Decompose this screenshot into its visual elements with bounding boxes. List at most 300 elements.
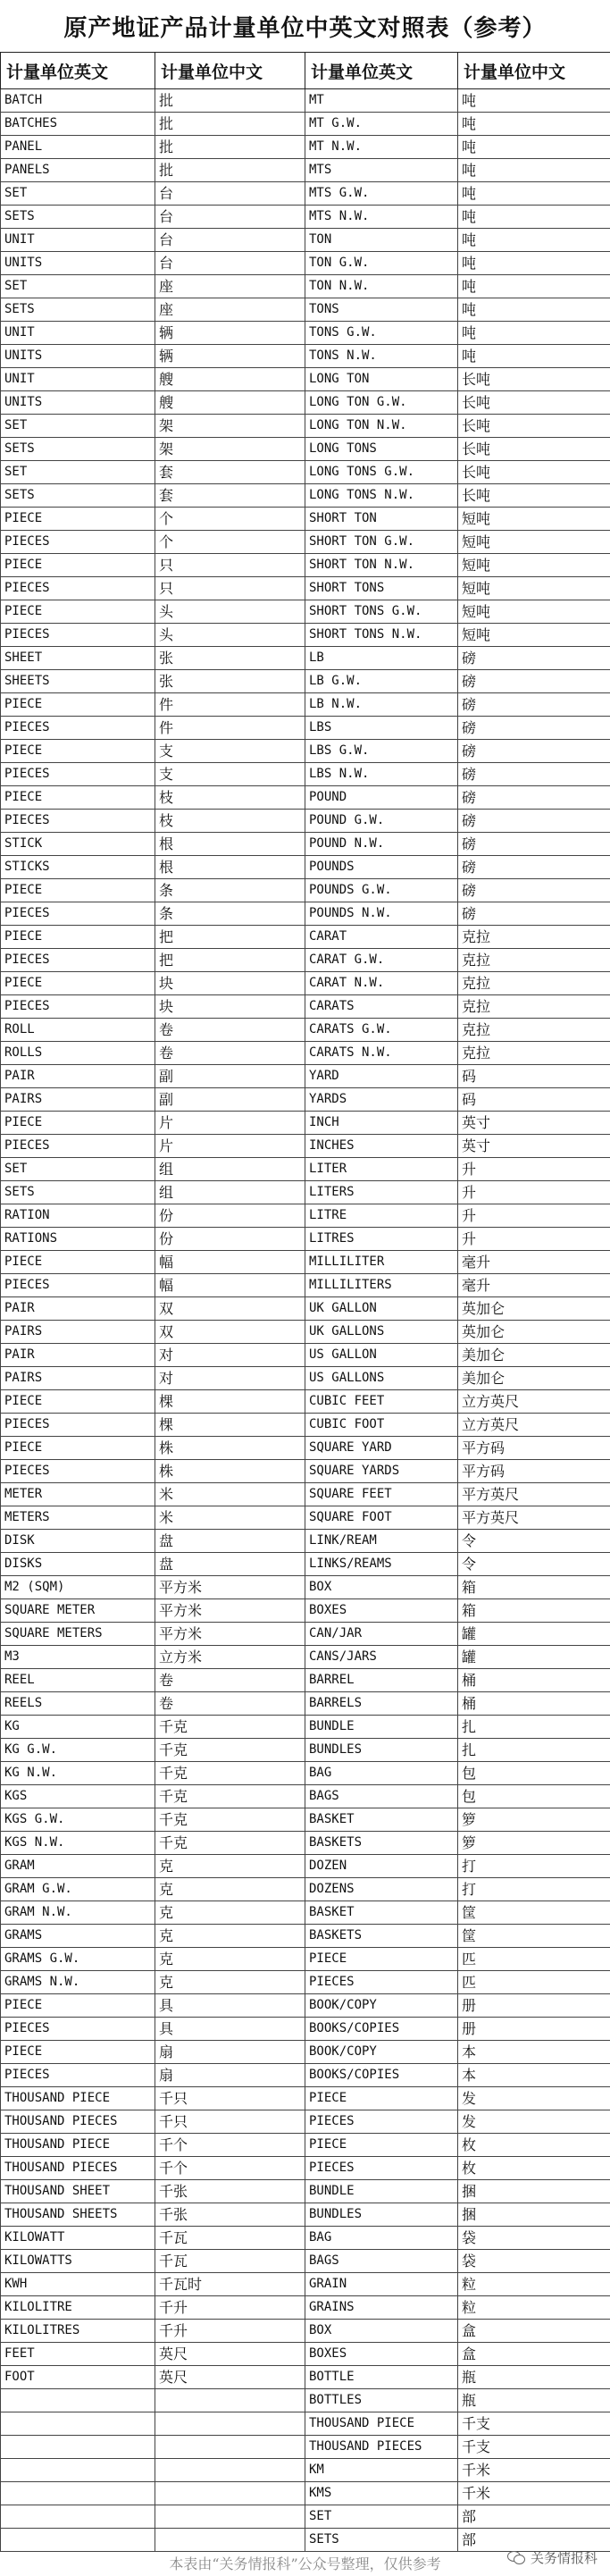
unit-en-left: SQUARE METERS <box>1 1623 155 1646</box>
unit-zh-left: 千克 <box>155 1716 305 1739</box>
table-row <box>1 1901 610 1925</box>
unit-zh-left: 卷 <box>155 1042 305 1065</box>
unit-en-right: CAN/JAR <box>305 1623 458 1646</box>
unit-zh-right: 平方英尺 <box>458 1506 610 1530</box>
unit-zh-right: 打 <box>458 1855 610 1878</box>
unit-en-left: PIECES <box>1 1460 155 1483</box>
unit-en-right: TONS N.W. <box>305 345 458 368</box>
unit-en-left: KILOWATTS <box>1 2250 155 2273</box>
unit-zh-right: 美加仑 <box>458 1367 610 1390</box>
unit-en-left: PIECE <box>1 1251 155 1274</box>
unit-zh-left: 卷 <box>155 1669 305 1692</box>
unit-en-left: SETS <box>1 438 155 461</box>
unit-en-right: BASKETS <box>305 1832 458 1855</box>
table-row <box>1 1135 610 1158</box>
unit-en-left: FEET <box>1 2343 155 2366</box>
unit-en-right: THOUSAND PIECE <box>305 2412 458 2436</box>
unit-zh-left: 平方米 <box>155 1623 305 1646</box>
table-row <box>1 624 610 647</box>
unit-en-left: PIECE <box>1 2041 155 2064</box>
unit-zh-left: 条 <box>155 879 305 902</box>
unit-en-left: KILOLITRES <box>1 2320 155 2343</box>
unit-zh-right: 美加仑 <box>458 1344 610 1367</box>
unit-en-right: KMS <box>305 2482 458 2505</box>
unit-zh-left: 米 <box>155 1483 305 1506</box>
table-row <box>1 879 610 902</box>
unit-en-left: PAIR <box>1 1344 155 1367</box>
table-row <box>1 740 610 763</box>
unit-zh-left: 副 <box>155 1065 305 1088</box>
table-row <box>1 322 610 345</box>
table-row <box>1 1344 610 1367</box>
unit-en-left: KWH <box>1 2273 155 2296</box>
unit-en-right: LONG TON G.W. <box>305 391 458 415</box>
unit-en-right: LBS N.W. <box>305 763 458 786</box>
unit-zh-right: 克拉 <box>458 972 610 995</box>
unit-zh-left: 千升 <box>155 2296 305 2320</box>
unit-en-left: SETS <box>1 1181 155 1204</box>
unit-zh-right: 部 <box>458 2505 610 2529</box>
unit-en-left: PIECES <box>1 902 155 926</box>
unit-en-right: SHORT TON G.W. <box>305 531 458 554</box>
unit-en-left <box>1 2412 155 2436</box>
unit-en-right: CARAT N.W. <box>305 972 458 995</box>
unit-zh-left: 副 <box>155 1088 305 1112</box>
unit-zh-right: 粒 <box>458 2296 610 2320</box>
unit-en-right: BOOKS/COPIES <box>305 2064 458 2087</box>
unit-zh-left: 套 <box>155 484 305 508</box>
unit-en-right: CARAT <box>305 926 458 949</box>
table-row <box>1 2041 610 2064</box>
unit-en-left: REELS <box>1 1692 155 1716</box>
header-row <box>1 53 610 89</box>
unit-zh-left: 千克 <box>155 1808 305 1832</box>
unit-en-left: THOUSAND PIECES <box>1 2110 155 2134</box>
watermark-text: 关务情报科 <box>530 2549 597 2566</box>
unit-zh-left: 根 <box>155 833 305 856</box>
unit-zh-right: 磅 <box>458 786 610 810</box>
header-zh-2: 计量单位中文 <box>458 53 610 89</box>
unit-en-right: BOOK/COPY <box>305 1994 458 2018</box>
unit-zh-right: 千米 <box>458 2459 610 2482</box>
table-row <box>1 786 610 810</box>
unit-en-right: BUNDLES <box>305 2203 458 2227</box>
unit-en-right: LONG TON <box>305 368 458 391</box>
unit-en-left: BATCH <box>1 89 155 113</box>
unit-en-left: KILOLITRE <box>1 2296 155 2320</box>
unit-en-right: DOZEN <box>305 1855 458 1878</box>
unit-en-right: PIECE <box>305 2087 458 2110</box>
table-row <box>1 1297 610 1321</box>
unit-en-left: KG <box>1 1716 155 1739</box>
table-row <box>1 2064 610 2087</box>
table-row <box>1 2412 610 2436</box>
unit-en-right: LONG TONS G.W. <box>305 461 458 484</box>
unit-zh-left: 份 <box>155 1204 305 1228</box>
unit-en-left: PAIRS <box>1 1088 155 1112</box>
unit-en-left: PIECES <box>1 2018 155 2041</box>
table-row <box>1 2087 610 2110</box>
unit-en-left: UNITS <box>1 391 155 415</box>
unit-en-right: BUNDLE <box>305 2180 458 2203</box>
unit-zh-right: 盒 <box>458 2320 610 2343</box>
unit-en-right: TON G.W. <box>305 252 458 275</box>
unit-en-right: BOTTLE <box>305 2366 458 2389</box>
unit-zh-right: 立方英尺 <box>458 1390 610 1414</box>
unit-en-right: PIECES <box>305 2157 458 2180</box>
unit-zh-right: 长吨 <box>458 391 610 415</box>
unit-en-left: SET <box>1 461 155 484</box>
unit-zh-left: 千张 <box>155 2203 305 2227</box>
table-row <box>1 647 610 670</box>
unit-en-right: MTS N.W. <box>305 206 458 229</box>
table-row <box>1 1855 610 1878</box>
table-row <box>1 2296 610 2320</box>
unit-zh-left: 平方米 <box>155 1576 305 1599</box>
unit-zh-left: 千个 <box>155 2134 305 2157</box>
unit-zh-left: 批 <box>155 159 305 182</box>
unit-zh-left: 双 <box>155 1297 305 1321</box>
table-row <box>1 113 610 136</box>
unit-en-left: PIECE <box>1 972 155 995</box>
unit-en-left: KGS <box>1 1785 155 1808</box>
table-row <box>1 1112 610 1135</box>
unit-zh-right: 磅 <box>458 833 610 856</box>
unit-zh-left: 份 <box>155 1228 305 1251</box>
unit-zh-left <box>155 2412 305 2436</box>
table-row <box>1 2505 610 2529</box>
unit-en-left: PIECE <box>1 1390 155 1414</box>
unit-en-left: THOUSAND PIECE <box>1 2087 155 2110</box>
unit-zh-left: 批 <box>155 89 305 113</box>
unit-en-left: PAIR <box>1 1297 155 1321</box>
unit-en-right: GRAINS <box>305 2296 458 2320</box>
unit-zh-left: 千克 <box>155 1832 305 1855</box>
unit-en-right: SHORT TONS N.W. <box>305 624 458 647</box>
unit-en-left: METER <box>1 1483 155 1506</box>
unit-zh-left: 架 <box>155 438 305 461</box>
unit-zh-right: 包 <box>458 1785 610 1808</box>
document-title: 原产地证产品计量单位中英文对照表（参考） <box>0 0 610 53</box>
unit-zh-left <box>155 2459 305 2482</box>
unit-zh-left: 片 <box>155 1135 305 1158</box>
table-row <box>1 2366 610 2389</box>
unit-en-left: GRAMS N.W. <box>1 1971 155 1994</box>
unit-zh-right: 令 <box>458 1553 610 1576</box>
table-row <box>1 1274 610 1297</box>
table-row <box>1 1808 610 1832</box>
table-row <box>1 1228 610 1251</box>
unit-zh-right: 发 <box>458 2087 610 2110</box>
unit-en-right: CARATS N.W. <box>305 1042 458 1065</box>
table-row <box>1 229 610 252</box>
unit-zh-right: 筐 <box>458 1925 610 1948</box>
table-row <box>1 1785 610 1808</box>
unit-zh-right: 长吨 <box>458 461 610 484</box>
unit-zh-right: 吨 <box>458 298 610 322</box>
unit-en-right: BASKET <box>305 1901 458 1925</box>
unit-en-right: TONS <box>305 298 458 322</box>
unit-zh-left: 件 <box>155 693 305 717</box>
table-row <box>1 949 610 972</box>
unit-en-left: THOUSAND SHEETS <box>1 2203 155 2227</box>
unit-zh-left: 个 <box>155 508 305 531</box>
unit-en-right: TONS G.W. <box>305 322 458 345</box>
unit-en-left: M2 (SQM) <box>1 1576 155 1599</box>
unit-zh-right: 千米 <box>458 2482 610 2505</box>
unit-zh-right: 克拉 <box>458 926 610 949</box>
unit-en-right: LB N.W. <box>305 693 458 717</box>
unit-zh-left: 台 <box>155 252 305 275</box>
unit-zh-right: 长吨 <box>458 415 610 438</box>
unit-en-left: GRAM G.W. <box>1 1878 155 1901</box>
table-row <box>1 1948 610 1971</box>
unit-en-right: CARATS <box>305 995 458 1019</box>
table-row <box>1 89 610 113</box>
unit-en-right: BAGS <box>305 2250 458 2273</box>
table-row <box>1 1321 610 1344</box>
unit-en-left: GRAM <box>1 1855 155 1878</box>
unit-zh-left: 千个 <box>155 2157 305 2180</box>
unit-zh-left: 千克 <box>155 1762 305 1785</box>
unit-en-right: LB <box>305 647 458 670</box>
unit-zh-right: 捆 <box>458 2203 610 2227</box>
table-row <box>1 1716 610 1739</box>
unit-en-left: RATIONS <box>1 1228 155 1251</box>
table-row <box>1 1506 610 1530</box>
unit-zh-right: 短吨 <box>458 531 610 554</box>
unit-en-left: PIECES <box>1 624 155 647</box>
unit-en-left: PIECES <box>1 1414 155 1437</box>
unit-en-right: YARD <box>305 1065 458 1088</box>
unit-en-right: SHORT TON <box>305 508 458 531</box>
table-row <box>1 206 610 229</box>
unit-en-left: SETS <box>1 484 155 508</box>
unit-zh-right: 磅 <box>458 763 610 786</box>
unit-zh-left: 头 <box>155 624 305 647</box>
unit-zh-left: 台 <box>155 206 305 229</box>
table-row <box>1 1832 610 1855</box>
unit-zh-left: 批 <box>155 136 305 159</box>
table-row <box>1 461 610 484</box>
unit-en-right: BARREL <box>305 1669 458 1692</box>
unit-zh-left: 组 <box>155 1181 305 1204</box>
unit-en-left: PIECE <box>1 554 155 577</box>
unit-zh-left: 头 <box>155 600 305 624</box>
unit-zh-left: 幅 <box>155 1274 305 1297</box>
unit-zh-left: 把 <box>155 926 305 949</box>
unit-zh-left: 套 <box>155 461 305 484</box>
unit-en-right: POUND G.W. <box>305 810 458 833</box>
table-row <box>1 902 610 926</box>
unit-zh-right: 册 <box>458 1994 610 2018</box>
unit-en-right: UK GALLONS <box>305 1321 458 1344</box>
unit-en-right: LITRE <box>305 1204 458 1228</box>
unit-en-right: MILLILITER <box>305 1251 458 1274</box>
unit-zh-right: 吨 <box>458 275 610 298</box>
table-row <box>1 810 610 833</box>
unit-en-right: US GALLON <box>305 1344 458 1367</box>
wechat-icon <box>507 2549 525 2565</box>
unit-zh-left: 棵 <box>155 1414 305 1437</box>
unit-zh-right: 短吨 <box>458 600 610 624</box>
unit-en-right: BOOK/COPY <box>305 2041 458 2064</box>
unit-en-left: KILOWATT <box>1 2227 155 2250</box>
unit-zh-right: 扎 <box>458 1739 610 1762</box>
unit-zh-right: 吨 <box>458 182 610 206</box>
unit-zh-right: 长吨 <box>458 438 610 461</box>
unit-en-left: GRAMS G.W. <box>1 1948 155 1971</box>
unit-zh-right: 匹 <box>458 1971 610 1994</box>
watermark <box>507 2547 597 2568</box>
unit-zh-left: 克 <box>155 1855 305 1878</box>
table-row <box>1 2459 610 2482</box>
unit-zh-left <box>155 2482 305 2505</box>
unit-en-left <box>1 2505 155 2529</box>
unit-en-left: THOUSAND SHEET <box>1 2180 155 2203</box>
unit-en-right: LBS G.W. <box>305 740 458 763</box>
unit-zh-left: 克 <box>155 1878 305 1901</box>
unit-zh-right: 升 <box>458 1204 610 1228</box>
unit-zh-left: 盘 <box>155 1530 305 1553</box>
table-row <box>1 438 610 461</box>
unit-zh-left: 台 <box>155 229 305 252</box>
unit-zh-right: 磅 <box>458 902 610 926</box>
unit-en-left: UNITS <box>1 345 155 368</box>
unit-en-left: PIECES <box>1 949 155 972</box>
unit-en-right: LONG TONS <box>305 438 458 461</box>
unit-en-left: ROLL <box>1 1019 155 1042</box>
table-row <box>1 972 610 995</box>
footer-note: 本表由“关务情报科”公众号整理，仅供参考 <box>169 2555 441 2572</box>
unit-en-right: LITER <box>305 1158 458 1181</box>
unit-en-right: US GALLONS <box>305 1367 458 1390</box>
unit-en-left: PIECES <box>1 717 155 740</box>
unit-en-right: POUNDS G.W. <box>305 879 458 902</box>
header-en-1: 计量单位英文 <box>1 53 155 89</box>
unit-en-left: PIECE <box>1 1994 155 2018</box>
table-row <box>1 1019 610 1042</box>
table-row <box>1 833 610 856</box>
unit-zh-left: 千张 <box>155 2180 305 2203</box>
unit-en-right: BARRELS <box>305 1692 458 1716</box>
unit-zh-left: 批 <box>155 113 305 136</box>
unit-en-right: SHORT TONS G.W. <box>305 600 458 624</box>
table-row <box>1 1437 610 1460</box>
unit-zh-right: 箩 <box>458 1832 610 1855</box>
unit-en-left: SET <box>1 415 155 438</box>
unit-en-right: MILLILITERS <box>305 1274 458 1297</box>
unit-en-left: THOUSAND PIECES <box>1 2157 155 2180</box>
table-row <box>1 717 610 740</box>
unit-zh-left: 条 <box>155 902 305 926</box>
unit-zh-left <box>155 2505 305 2529</box>
unit-en-left: RATION <box>1 1204 155 1228</box>
unit-en-right: CUBIC FOOT <box>305 1414 458 1437</box>
unit-en-left: KGS N.W. <box>1 1832 155 1855</box>
table-row <box>1 2482 610 2505</box>
unit-en-right: MTS <box>305 159 458 182</box>
unit-zh-left: 克 <box>155 1971 305 1994</box>
unit-zh-right: 匹 <box>458 1948 610 1971</box>
unit-zh-left: 个 <box>155 531 305 554</box>
unit-en-right: BASKET <box>305 1808 458 1832</box>
unit-zh-right: 升 <box>458 1228 610 1251</box>
unit-en-left: SET <box>1 1158 155 1181</box>
unit-en-left <box>1 2389 155 2412</box>
unit-zh-left: 把 <box>155 949 305 972</box>
unit-en-left: SHEETS <box>1 670 155 693</box>
header-en-2: 计量单位英文 <box>305 53 458 89</box>
unit-zh-right: 克拉 <box>458 1019 610 1042</box>
unit-zh-left: 千瓦 <box>155 2227 305 2250</box>
unit-zh-left: 千克 <box>155 1785 305 1808</box>
unit-en-right: CARAT G.W. <box>305 949 458 972</box>
unit-zh-left: 克 <box>155 1948 305 1971</box>
table-row <box>1 275 610 298</box>
unit-zh-right: 克拉 <box>458 949 610 972</box>
unit-en-right: SQUARE YARD <box>305 1437 458 1460</box>
table-row <box>1 1390 610 1414</box>
unit-en-left: METERS <box>1 1506 155 1530</box>
unit-zh-left: 千只 <box>155 2110 305 2134</box>
unit-en-right: BOXES <box>305 1599 458 1623</box>
unit-zh-right: 吨 <box>458 113 610 136</box>
unit-en-right: BOXES <box>305 2343 458 2366</box>
unit-zh-left: 对 <box>155 1367 305 1390</box>
unit-en-right: PIECE <box>305 1948 458 1971</box>
unit-zh-left: 根 <box>155 856 305 879</box>
table-row <box>1 856 610 879</box>
unit-zh-left: 只 <box>155 577 305 600</box>
unit-zh-left: 扇 <box>155 2041 305 2064</box>
unit-zh-right: 磅 <box>458 717 610 740</box>
table-row <box>1 1599 610 1623</box>
unit-en-left: PIECE <box>1 693 155 717</box>
table-row <box>1 1994 610 2018</box>
table-row <box>1 1414 610 1437</box>
unit-zh-right: 磅 <box>458 670 610 693</box>
unit-zh-left: 台 <box>155 182 305 206</box>
table-row <box>1 577 610 600</box>
unit-zh-left: 盘 <box>155 1553 305 1576</box>
unit-zh-right: 磅 <box>458 810 610 833</box>
unit-en-left: UNIT <box>1 229 155 252</box>
unit-en-right: KM <box>305 2459 458 2482</box>
unit-zh-right: 码 <box>458 1065 610 1088</box>
unit-zh-right: 短吨 <box>458 624 610 647</box>
unit-en-right: POUNDS <box>305 856 458 879</box>
unit-en-right: BOX <box>305 2320 458 2343</box>
unit-zh-right: 英加仑 <box>458 1321 610 1344</box>
unit-zh-right: 克拉 <box>458 1042 610 1065</box>
unit-zh-right: 扎 <box>458 1716 610 1739</box>
table-row <box>1 1878 610 1901</box>
table-body <box>1 89 610 2552</box>
unit-en-left: PAIRS <box>1 1367 155 1390</box>
table-row <box>1 508 610 531</box>
table-row <box>1 1739 610 1762</box>
unit-en-right: SQUARE FOOT <box>305 1506 458 1530</box>
table-row <box>1 2389 610 2412</box>
unit-zh-right: 本 <box>458 2041 610 2064</box>
unit-en-right: CANS/JARS <box>305 1646 458 1669</box>
table-row <box>1 1971 610 1994</box>
unit-zh-right: 箩 <box>458 1808 610 1832</box>
table-row <box>1 182 610 206</box>
unit-en-left: PIECES <box>1 763 155 786</box>
unit-zh-right: 平方码 <box>458 1460 610 1483</box>
